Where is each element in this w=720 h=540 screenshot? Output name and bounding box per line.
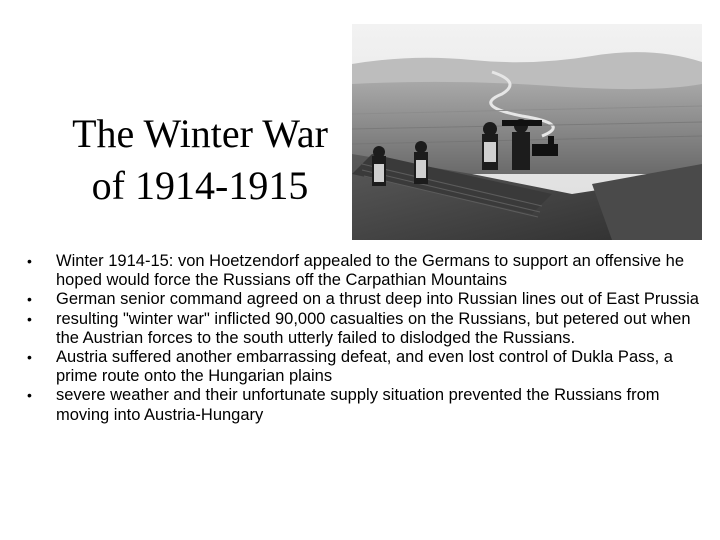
bullet-dot-icon: • [27, 310, 32, 327]
bullet-dot-icon: • [27, 253, 32, 269]
bullet-text: Austria suffered another embarrassing defeat, and even lost control of Dukla Pass, a prime route onto the Hungarian plains [56, 348, 673, 386]
bullet-item [20, 290, 700, 309]
bullet-item [20, 348, 700, 386]
bullet-dot-icon: • [27, 387, 32, 404]
trench-photograph-icon [352, 24, 702, 240]
bullet-item [20, 310, 700, 348]
bullet-item [20, 252, 700, 290]
bullet-text: resulting "winter war" inflicted 90,000 casualties on the Russians, but petered out when the Austrian forces to the south utterly failed to dislodged the Russians. [56, 309, 691, 347]
bullet-list [20, 252, 700, 425]
trench-photo [352, 24, 702, 240]
bullet-dot-icon: • [27, 349, 32, 366]
slide-title [40, 108, 360, 212]
slide-title-line-2: of 1914-1915 [91, 163, 309, 208]
bullet-dot-icon: • [27, 291, 32, 308]
slide-title-line-1: The Winter War [72, 111, 328, 156]
bullet-text: Winter 1914-15: von Hoetzendorf appealed to the Germans to support an offensive he hoped would force the Russians off the Carpathian Mountains [56, 252, 685, 290]
bullet-text: German senior command agreed on a thrust deep into Russian lines out of East Prussia [56, 290, 699, 309]
bullet-item [20, 386, 700, 424]
bullet-text: severe weather and their unfortunate supply situation prevented the Russians from moving into Austria-Hungary [56, 386, 660, 424]
